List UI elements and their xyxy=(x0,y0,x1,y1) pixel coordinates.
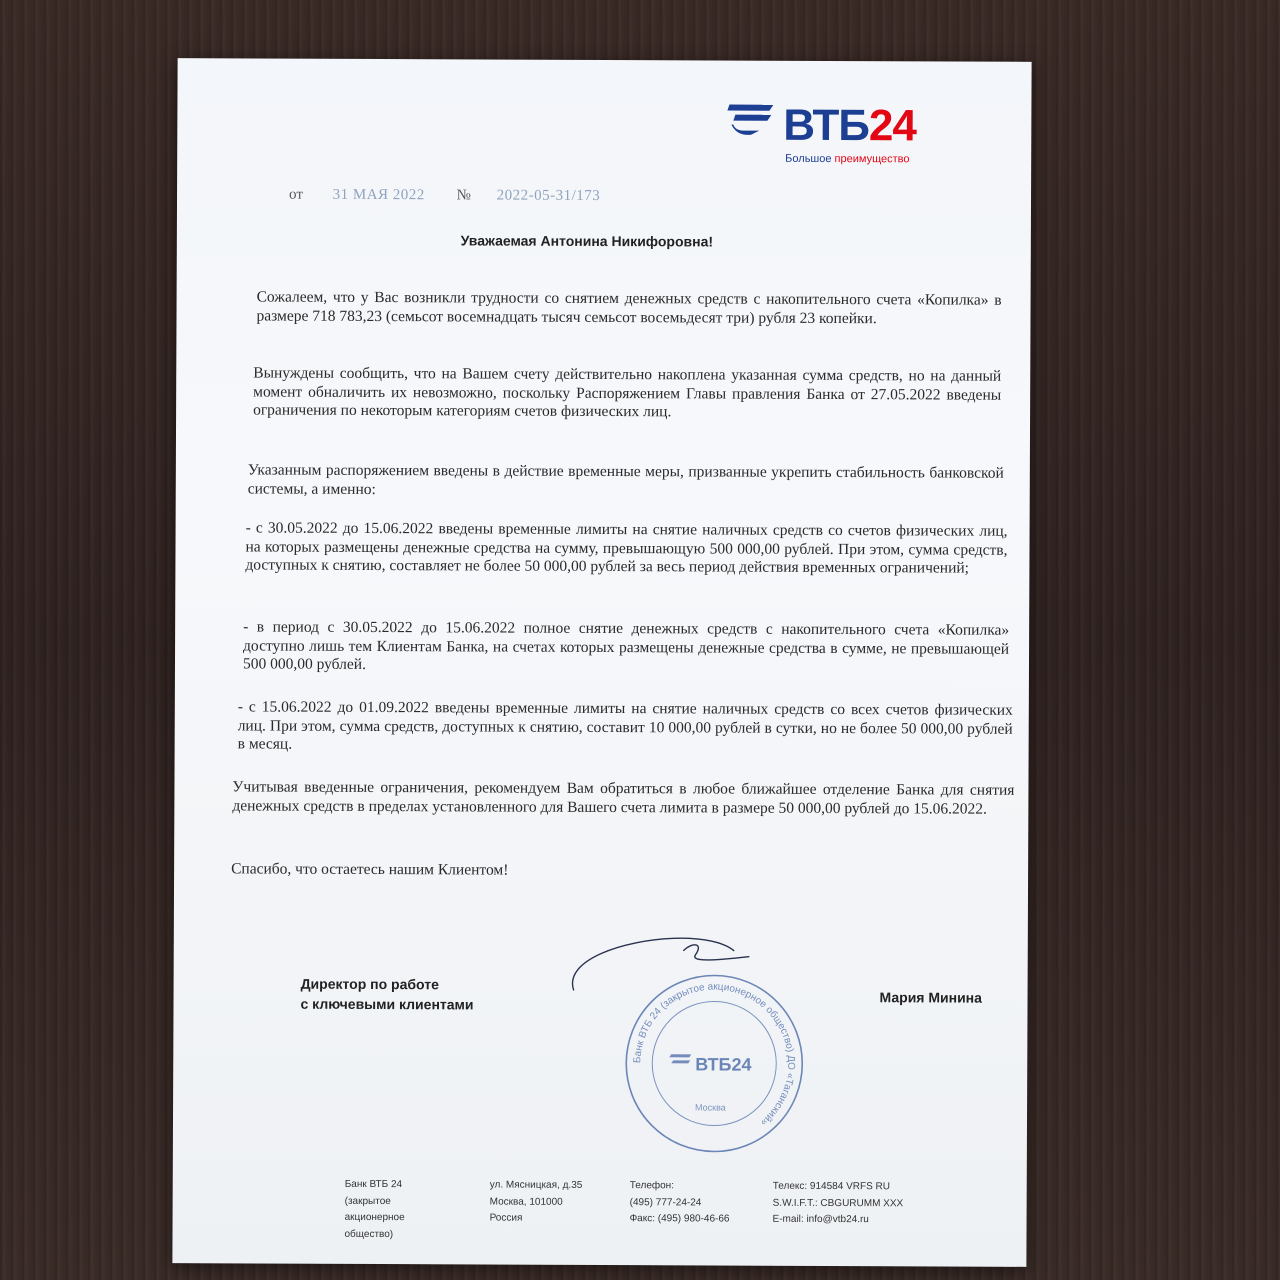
stamp-bottom-text: Москва xyxy=(695,1102,726,1113)
number-label: № xyxy=(456,187,471,204)
letter-meta xyxy=(289,187,600,205)
paragraph-2: Вынуждены сообщить, что на Вашем счету действительно накоплена указанная сумма средств, но на данный момент обналичить их невозможно, поскольку Распоряжением Главы правления Банка от 27.05.2022 введены ограничения по некоторым категориям счетов физических лиц. xyxy=(253,364,1002,421)
svg-text:Банк ВТБ 24 (закрытое акционер: Банк ВТБ 24 (закрытое акционерное общество) ДО «Таганский» xyxy=(632,981,797,1128)
paragraph-1: Сожалеем, что у Вас возникли трудности со снятием денежных средств с накопительного счета «Копилка» в размере 718 783,23 (семьсот восемнадцать тысяч семьсот восемьдесят три) рубля 23 копейки. xyxy=(256,288,1002,327)
date-label: от xyxy=(289,186,303,203)
vtb-wave-icon xyxy=(725,101,781,141)
letter-page xyxy=(172,58,1031,1267)
paragraph-4: Учитывая введенные ограничения, рекомендуем Вам обратиться в любое ближайшее отделение Банка для снятия денежных средств в пределах установленного для Вашего счета лимита в размере 50 000,00 рублей до 15.06.2022. xyxy=(232,778,1015,818)
signatory-title: Директор по работе с ключевыми клиентами xyxy=(300,975,474,1013)
bullet-3: - с 15.06.2022 до 01.09.2022 введены временные лимиты на снятие наличных средств со всех счетов физических лиц. При этом, сумма средств, доступных к снятию, составит 10 000,00 рублей в сутки, но не более 50 000,00 рублей в месяц. xyxy=(237,698,1013,753)
footer-col-phone: Телефон: (495) 777-24-24 Факс: (495) 980-46-66 xyxy=(629,1180,730,1225)
number-value: 2022-05-31/173 xyxy=(496,187,601,204)
date-value: 31 МАЯ 2022 xyxy=(332,186,425,204)
logo-wordmark: ВТБ24 xyxy=(783,100,917,151)
signatory-name: Мария Минина xyxy=(879,989,982,1006)
bank-stamp xyxy=(623,972,806,1155)
stamp-center-text: ВТБ24 xyxy=(695,1054,752,1075)
logo-tagline: Большое преимущество xyxy=(785,152,910,166)
footer-col-telex: Телекс: 914584 VRFS RU S.W.I.F.T.: CBGURUMM XXX E-mail: info@vtb24.ru xyxy=(772,1180,904,1226)
greeting: Уважаемая Антонина Никифоровна! xyxy=(460,232,714,250)
bullet-2: - в период с 30.05.2022 до 15.06.2022 полное снятие денежных средств с накопительного счета «Копилка» доступно лишь тем Клиентам Банка, на счетах которых размещены денежные средства в сумме, не превышающей 500 000,00 рублей. xyxy=(242,618,1010,673)
bullet-1: - с 30.05.2022 до 15.06.2022 введены временные лимиты на снятие наличных средств со счетов физических лиц, на которых размещены денежные средства на сумму, превышающую 500 000,00 рублей. При этом, сумма средств, доступных к снятию, составляет не более 50 000,00 рублей за весь период действия временных ограничений; xyxy=(245,519,1008,577)
vtb24-logo xyxy=(725,93,935,174)
paragraph-5: Спасибо, что остаетесь нашим Клиентом! xyxy=(231,860,509,879)
footer-col-bank: Банк ВТБ 24 (закрытое акционерное общество) xyxy=(344,1178,405,1240)
footer-col-address: ул. Мясницкая, д.35 Москва, 101000 Россия xyxy=(489,1179,583,1224)
paragraph-3: Указанным распоряжением введены в действие временные меры, призванные укрепить стабильность банковской системы, а именно: xyxy=(247,461,1004,498)
